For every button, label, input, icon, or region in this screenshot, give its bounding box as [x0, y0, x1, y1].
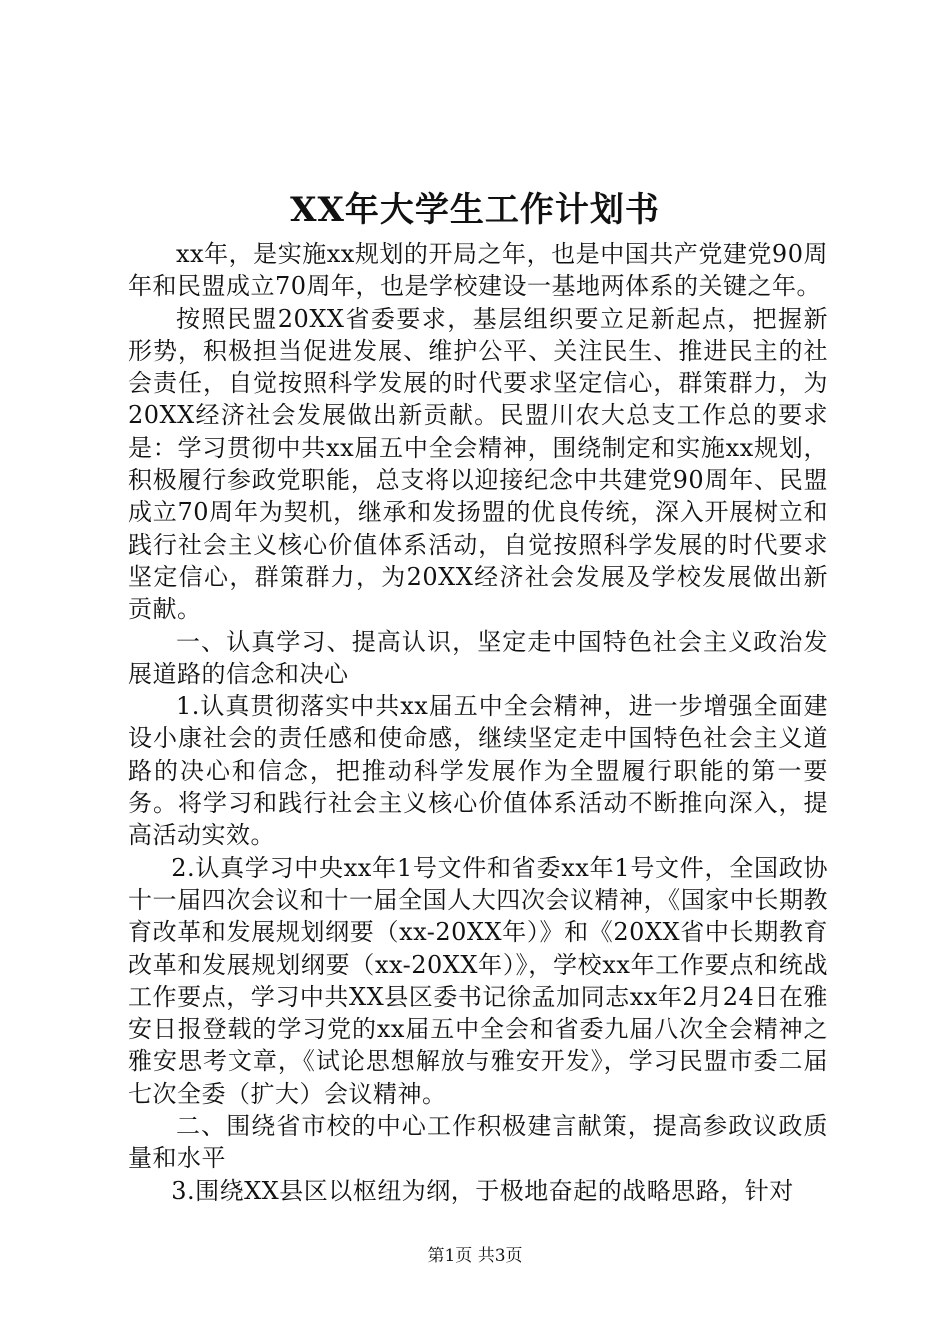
paragraph-requirements: 按照民盟20XX省委要求，基层组织要立足新起点，把握新形势，积极担当促进发展、维护公平、关注民生、推进民主的社会责任，自觉按照科学发展的时代要求坚定信心，群策群力，为20XX经济社会发展做出新贡献。民盟川农大总支工作总的要求是：学习贯彻中共xx届五中全会精神，围绕制定和实施xx规划，积极履行参政党职能，总支将以迎接纪念中共建党90周年、民盟成立70周年为契机，继承和发扬盟的优良传统，深入开展树立和践行社会主义核心价值体系活动，自觉按照科学发展的时代要求坚定信心，群策群力，为20XX经济社会发展及学校发展做出新贡献。	[128, 304, 828, 624]
paragraph-item-3: 3.围绕XX县区以枢纽为纲，于极地奋起的战略思路，针对	[171, 1176, 794, 1205]
paragraph-intro: xx年，是实施xx规划的开局之年，也是中国共产党建党90周年和民盟成立70周年，也是学校建设一基地两体系的关键之年。	[128, 240, 828, 301]
document-title: XX年大学生工作计划书	[290, 190, 660, 230]
page-footer: 第1页 共3页	[427, 1246, 523, 1266]
section-heading-1: 一、认真学习、提高认识，坚定走中国特色社会主义政治发展道路的信念和决心	[128, 627, 828, 688]
section-heading-2: 二、围绕省市校的中心工作积极建言献策，提高参政议政质量和水平	[128, 1112, 828, 1173]
paragraph-item-1: 1.认真贯彻落实中共xx届五中全会精神，进一步增强全面建设小康社会的责任感和使命感，继续坚定走中国特色社会主义道路的决心和信念，把推动科学发展作为全盟履行职能的第一要务。将学习和践行社会主义核心价值体系活动不断推向深入，提高活动实效。	[128, 692, 828, 850]
document-body	[128, 238, 828, 1207]
paragraph-item-2: 2.认真学习中央xx年1号文件和省委xx年1号文件，全国政协十一届四次会议和十一届全国人大四次会议精神，《国家中长期教育改革和发展规划纲要（xx-20XX年）》和《20XX省中长期教育改革和发展规划纲要（xx-20XX年）》，学校xx年工作要点和统战工作要点，学习中共XX县区委书记徐孟加同志xx年2月24日在雅安日报登载的学习党的xx届五中全会和省委九届八次全会精神之雅安思考文章，《试论思想解放与雅安开发》，学习民盟市委二届七次全委（扩大）会议精神。	[128, 853, 828, 1108]
